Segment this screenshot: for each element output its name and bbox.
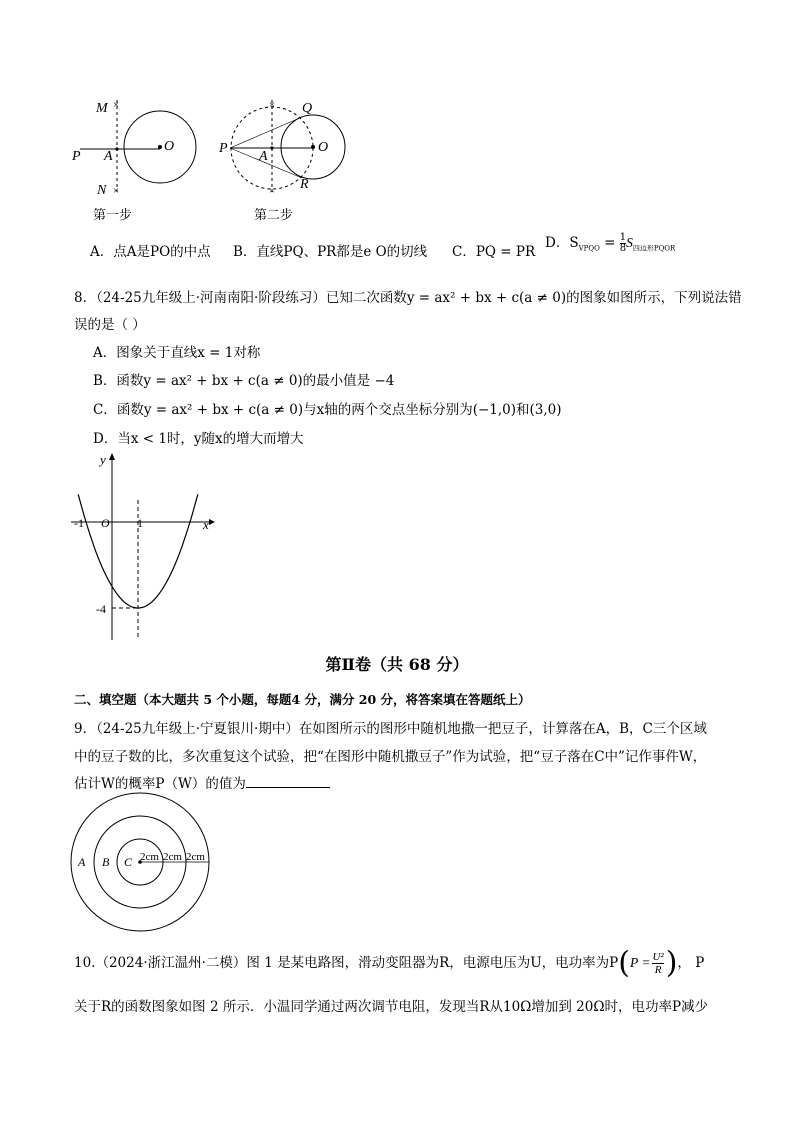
q8-option-c: C．函数y = ax² + bx + c(a ≠ 0)与x轴的两个交点坐标分别为(−1,0)和(3,0) (93, 402, 562, 418)
q7-option-a: A．点A是PO的中点 (90, 244, 211, 260)
svg-text:×: × (112, 99, 120, 111)
svg-text:×: × (268, 99, 276, 111)
section-title: 二、填空题（本大题共 5 个小题，每题4 分，满分 20 分，将答案填在答题纸上） (74, 692, 531, 707)
radius-label-2: 2cm (163, 851, 182, 863)
part2-title: 第Ⅱ卷（共 68 分） (325, 655, 469, 674)
q7-option-b: B．直线PQ、PR都是e O的切线 (233, 244, 428, 260)
q8-option-d: D．当x < 1时，y随x的增大而增大 (93, 431, 304, 447)
label-q2: Q (302, 101, 313, 116)
q9-stem-line3: 估计W的概率P（W）的值为 (74, 772, 330, 792)
q9-target-figure (66, 790, 216, 935)
graph-label-neg4: -4 (96, 602, 106, 616)
radius-label-1: 2cm (140, 851, 159, 863)
q9-stem-line2: 中的豆子数的比，多次重复这个试验，把“在图形中随机撒豆子”作为试验，把“豆子落在C中”记作事件W， (74, 749, 707, 765)
svg-text:×: × (268, 185, 276, 197)
label-o: O (164, 139, 175, 154)
y-axis-arrow (109, 453, 115, 460)
label-a2: A (259, 149, 268, 164)
label-m: M (96, 101, 108, 116)
q7-fig1-caption: 第一步 (93, 208, 133, 223)
q8-stem-line2: 误的是（ ） (74, 317, 146, 333)
q10-stem-line1: 10.（2024·浙江温州·二模）图 1 是某电路图，滑动变阻器为R，电源电压为U，电功率为P(P = $\frac{\text{U²}}{R}$ )， P (74, 945, 705, 981)
region-b-label: B (102, 855, 110, 869)
svg-text:×: × (112, 185, 120, 197)
q9-stem-line1: 9．（24-25九年级上·宁夏银川·期中）在如图所示的图形中随机地撒一把豆子，计算落在A，B，C三个区域 (74, 721, 707, 737)
label-o2: O (318, 140, 329, 155)
q7-option-d: D．$S_{VPQO}$ = $\frac{1}{8}$ $S_{四边形PQOR}$ (545, 232, 676, 254)
label-p: P (72, 149, 81, 164)
label-r2: R (300, 177, 309, 192)
label-a: A (104, 149, 113, 164)
x-axis-arrow (209, 519, 215, 525)
q8-stem-line1: 8．（24-25九年级上·河南南阳·阶段练习）已知二次函数y = ax² + bx + c(a ≠ 0)的图象如图所示，下列说法错 (74, 290, 742, 306)
answer-blank (246, 773, 330, 788)
graph-label-one: 1 (137, 516, 143, 530)
q8-parabola-graph (66, 450, 226, 645)
graph-label-y: y (100, 452, 106, 467)
q8-option-b: B．函数y = ax² + bx + c(a ≠ 0)的最小值是 −4 (93, 373, 395, 389)
q7-fig2-caption: 第二步 (254, 208, 294, 223)
radius-label-3: 2cm (186, 851, 205, 863)
graph-label-x: x (203, 517, 209, 532)
q10-stem-line2: 关于R的函数图象如图 2 所示．小温同学通过两次调节电阻，发现当R从10Ω增加到 20Ω时，电功率P减少 (74, 999, 709, 1015)
graph-label-origin: O (101, 516, 110, 530)
label-p2: P (219, 141, 228, 156)
region-c-label: C (124, 855, 133, 869)
q8-option-a: A．图象关于直线x = 1对称 (93, 345, 261, 361)
label-n: N (97, 183, 107, 198)
graph-label-neg1: -1 (74, 516, 84, 530)
region-a-label: A (78, 855, 86, 869)
q7-option-c: C．PQ = PR (452, 244, 536, 260)
